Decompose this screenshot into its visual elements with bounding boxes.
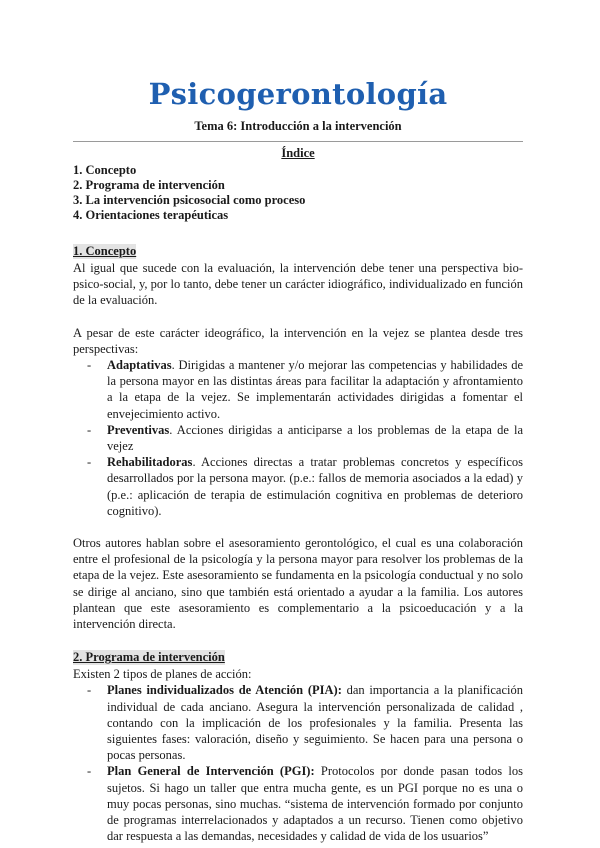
list-item <box>87 763 523 844</box>
document-subtitle: Tema 6: Introducción a la intervención <box>194 119 402 133</box>
index-title: Índice <box>281 146 315 160</box>
title-divider <box>73 141 523 142</box>
list-item-text: dan importancia a la planificación individual de cada anciano. Asegura la intervención personalizada de calidad , contando con la implicación de los profesionales y la familia. Presenta las siguientes fases: valoración, diseño y seguimiento. Se hacen para una persona o pocas personas. <box>107 683 523 763</box>
list-item-term: Rehabilitadoras <box>107 455 193 470</box>
list-item-term: Adaptativas <box>107 358 172 373</box>
list-item-text: Protocolos por donde pasan todos los sujetos. Si hago un taller que entra mucha gente, es un PGI porque no es una o muy pocas personas, sino muchas. “sistema de intervención formado por conjunto de programas interrelacionados y adaptados a un recurso. Tienen como objetivo dar respuesta a las demandas, necesidades y calidad de vida de los usuarios” <box>107 764 523 844</box>
plans-list <box>73 682 523 844</box>
document-title: Psicogerontología <box>148 77 448 111</box>
list-item <box>87 422 523 454</box>
list-item <box>87 454 523 519</box>
dash-marker: - <box>87 683 92 698</box>
index-item: 3. La intervención psicosocial como proceso <box>73 193 306 207</box>
list-item-text: . Acciones directas a tratar problemas concretos y específicos desarrollados por la persona mayor. (p.e.: fallos de memoria asociados a la edad) y (p.e.: aplicación de terapia de estimulación cognitiva en problemas de deterioro cognitivo). <box>107 455 523 518</box>
paragraph: Al igual que sucede con la evaluación, la intervención debe tener una perspectiva bio-psico-social, y, por lo tanto, debe tener un carácter idiográfico, individualizado en función de la evaluación. <box>73 261 523 308</box>
paragraph: Otros autores hablan sobre el asesoramiento gerontológico, el cual es una colaboración entre el profesional de la psicología y la persona mayor para resolver los problemas de la etapa de la vejez. Este asesoramiento se fundamenta en la psicología conductual y no solo se dirige al anciano, sino que también está orientado a ayudar a la familia. Los autores plantean que este asesoramiento es complementario a la psicoeducación y a la intervención directa. <box>73 536 523 632</box>
list-item-term: Plan General de Intervención (PGI): <box>107 764 315 779</box>
section-heading-programa: 2. Programa de intervención <box>73 650 225 665</box>
index-item: 4. Orientaciones terapéuticas <box>73 208 229 222</box>
list-item-text: . Acciones dirigidas a anticiparse a los problemas de la etapa de la vejez <box>107 422 523 454</box>
list-item <box>87 357 523 422</box>
perspectives-list <box>73 357 523 519</box>
index-list <box>73 163 523 223</box>
dash-marker: - <box>87 764 92 779</box>
dash-marker: - <box>87 422 92 437</box>
list-item <box>87 682 523 763</box>
paragraph: Existen 2 tipos de planes de acción: <box>73 667 252 682</box>
dash-marker: - <box>87 455 92 470</box>
list-item-term: Planes individualizados de Atención (PIA): <box>107 683 342 698</box>
list-item-term: Preventivas <box>107 422 170 437</box>
index-item: 1. Concepto <box>73 163 137 177</box>
index-item: 2. Programa de intervención <box>73 178 225 192</box>
section-heading-concepto: 1. Concepto <box>73 244 137 258</box>
paragraph: A pesar de este carácter ideográfico, la intervención en la vejez se plantea desde tres perspectivas: <box>73 325 523 356</box>
list-item-text: . Dirigidas a mantener y/o mejorar las competencias y habilidades de la persona mayor en las distintas áreas para facilitar la adaptación y afrontamiento a la etapa de la vejez. Se implementarán actividades dirigidas a fomentar el envejecimiento activo. <box>107 358 523 421</box>
dash-marker: - <box>87 358 92 373</box>
